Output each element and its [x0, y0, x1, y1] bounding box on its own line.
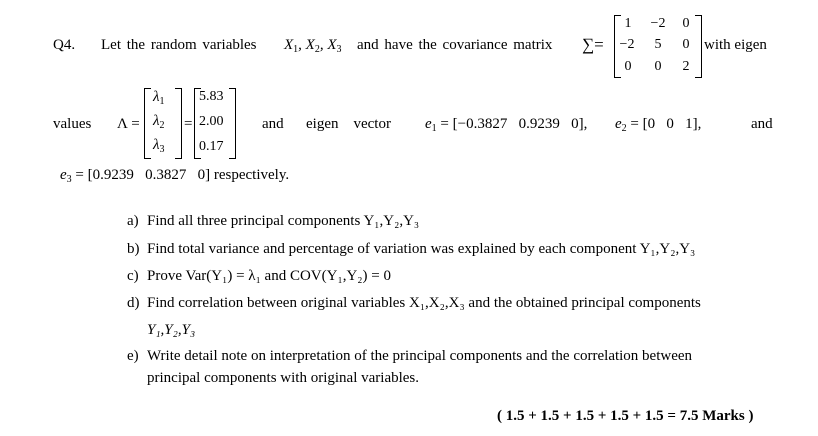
cov-cell: 0	[682, 37, 690, 52]
eigenvector-e1: $e_1 = [-0.3827$ 0.9239 0],	[425, 116, 588, 134]
lambda-entry: $\lambda_3$	[153, 137, 165, 155]
lambda-equals: Λ =	[117, 116, 140, 132]
cov-cell: 0	[682, 16, 690, 31]
eigenvalue: 2.00	[199, 114, 224, 129]
eigenvector-e3: $e_3 = [0.9239$ 0.3827 0] respectively.	[60, 167, 290, 185]
part-c: c) Prove Var(Y₁) = λ₁ and COV(Y₁,Y₂) = 0	[127, 268, 391, 284]
question-intro-2: and have the covariance matrix	[357, 37, 553, 53]
equals-sign: =	[184, 116, 193, 132]
with-eigen-text: with eigen	[704, 37, 767, 53]
cov-cell: −2	[650, 16, 666, 31]
marks-allocation: ( 1.5 + 1.5 + 1.5 + 1.5 + 1.5 = 7.5 Marks )	[497, 408, 754, 424]
question-intro: Let the random variables	[101, 37, 257, 53]
lambda-entry: $\lambda_1$	[153, 89, 165, 107]
lambda-entry: $\lambda_2$	[153, 113, 165, 131]
and-word: and	[262, 116, 284, 132]
part-d-continuation: Y₁,Y₂,Y₃	[147, 322, 196, 338]
cov-cell: 1	[624, 16, 632, 31]
eigenvector-e2: $e_2 = [0$ 0 1],	[615, 116, 702, 134]
eigen-vector-words: eigen vector	[306, 116, 391, 132]
part-d: d) Find correlation between original variables X₁,X₂,X₃ and the obtained principal components	[127, 295, 701, 311]
cov-cell: −2	[619, 37, 635, 52]
cov-cell: 2	[682, 59, 690, 74]
cov-cell: 0	[624, 59, 632, 74]
and-word-2: and	[751, 116, 773, 132]
question-number: Q4.	[53, 37, 76, 53]
random-variables: $X_1$, $X_2$, $X_3$	[284, 37, 342, 55]
part-e: e) Write detail note on interpretation of the principal components and the correlation between	[127, 348, 693, 364]
values-word: values	[53, 116, 92, 132]
part-e-continuation: principal components with original variables.	[147, 370, 420, 386]
cov-cell: 5	[654, 37, 662, 52]
eigenvalue: 5.83	[199, 89, 224, 104]
eigenvalue: 0.17	[199, 139, 224, 154]
sigma-symbol: ∑=	[582, 35, 604, 54]
part-b: b) Find total variance and percentage of variation was explained by each component Y₁,Y₂,Y₃	[127, 241, 696, 257]
part-a: a) Find all three principal components Y₁,Y₂,Y₃	[127, 213, 420, 229]
cov-cell: 0	[654, 59, 662, 74]
